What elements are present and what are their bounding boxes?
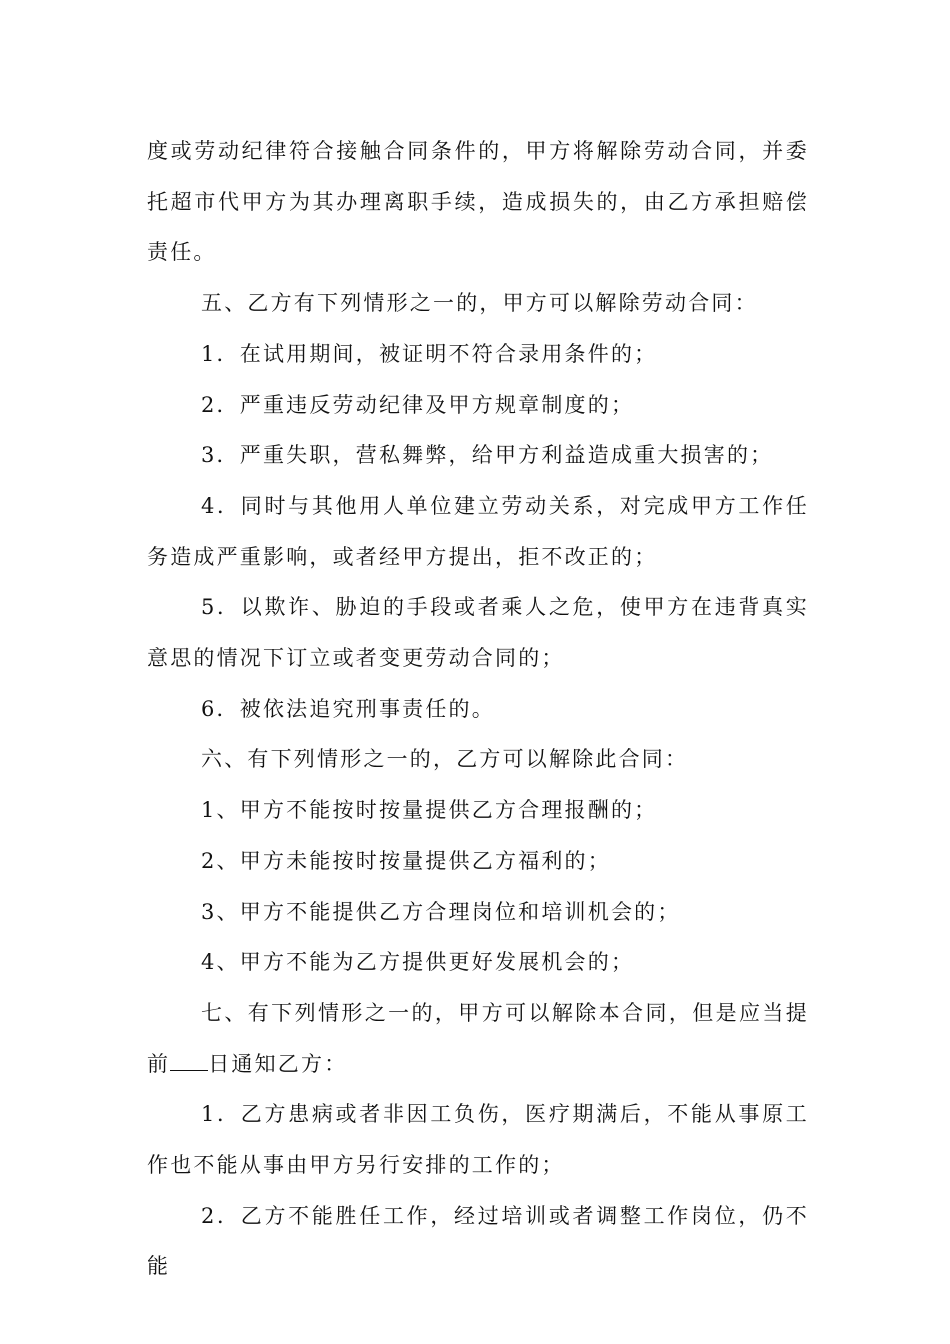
paragraph-continuation: 度或劳动纪律符合接触合同条件的，甲方将解除劳动合同，并委托超市代甲方为其办理离职手续，造成损失的，由乙方承担赔偿责任。	[147, 139, 809, 265]
clause-seven-heading	[147, 988, 809, 1089]
clause-six-item-4: 4、甲方不能为乙方提供更好发展机会的；	[201, 950, 635, 975]
clause-seven-heading-tail: 日通知乙方：	[208, 1051, 348, 1076]
clause-six-item-3: 3、甲方不能提供乙方合理岗位和培训机会的；	[201, 899, 681, 924]
clause-five-item-5: 5．以欺诈、胁迫的手段或者乘人之危，使甲方在违背真实意思的情况下订立或者变更劳动合同的；	[147, 595, 809, 671]
clause-five-item-6: 6．被依法追究刑事责任的。	[201, 696, 495, 721]
clause-five-heading: 五、乙方有下列情形之一的，甲方可以解除劳动合同：	[201, 291, 758, 316]
clause-six-heading: 六、有下列情形之一的，乙方可以解除此合同：	[201, 747, 689, 772]
fill-in-blank	[170, 1052, 208, 1071]
clause-six-item-2: 2、甲方未能按时按量提供乙方福利的；	[201, 848, 611, 873]
clause-five-item-4: 4．同时与其他用人单位建立劳动关系，对完成甲方工作任务造成严重影响，或者经甲方提出，拒不改正的；	[147, 493, 809, 569]
clause-seven-item-2: 2．乙方不能胜任工作，经过培训或者调整工作岗位，仍不能	[147, 1203, 809, 1279]
clause-six-item-1: 1、甲方不能按时按量提供乙方合理报酬的；	[201, 798, 658, 823]
clause-five-item-3: 3．严重失职，营私舞弊，给甲方利益造成重大损害的；	[201, 443, 774, 468]
clause-five-item-2: 2．严重违反劳动纪律及甲方规章制度的；	[201, 392, 635, 417]
clause-seven-heading-text: 七、有下列情形之一的，甲方可以解除本合同，但是应当提前	[147, 1000, 809, 1076]
clause-five-item-1: 1．在试用期间，被证明不符合录用条件的；	[201, 341, 658, 366]
document-body	[147, 126, 809, 1292]
clause-seven-item-1: 1．乙方患病或者非因工负伤，医疗期满后，不能从事原工作也不能从事由甲方另行安排的工作的；	[147, 1102, 809, 1178]
